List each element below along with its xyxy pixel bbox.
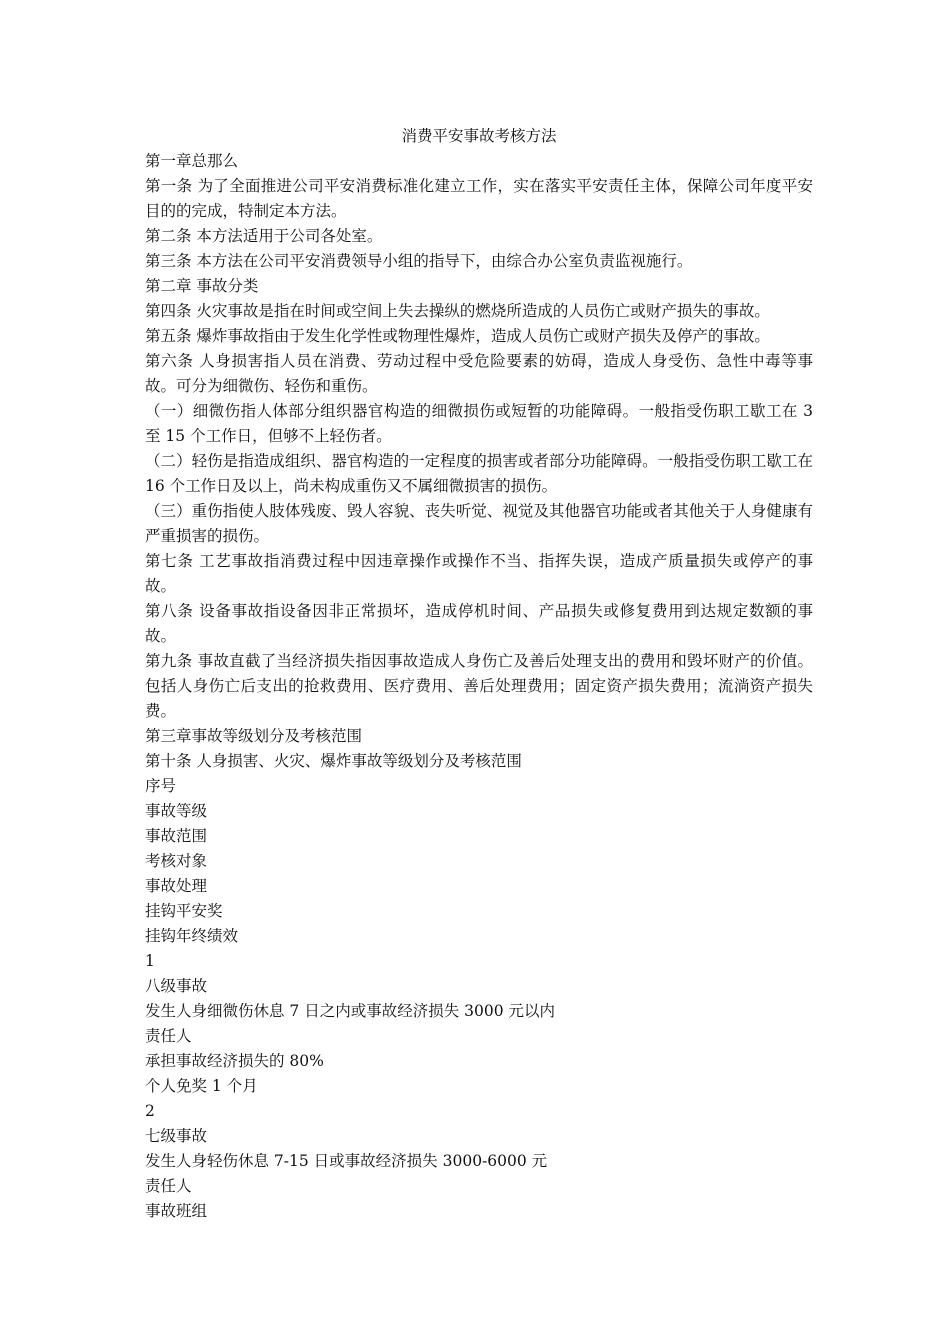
document-paragraph: 第三条 本方法在公司平安消费领导小组的指导下，由综合办公室负责监视施行。 <box>145 252 693 270</box>
document-paragraph: 第十条 人身损害、火灾、爆炸事故等级划分及考核范围 <box>145 752 522 770</box>
document-body <box>145 124 813 1224</box>
document-paragraph: 挂钩平安奖 <box>145 902 223 920</box>
document-paragraph: （一）细微伤指人体部分组织器官构造的细微损伤或短暂的功能障碍。一般指受伤职工歇工在 3 至 15 个工作日，但够不上轻伤者。 <box>145 402 813 445</box>
document-paragraph: 承担事故经济损失的 80% <box>145 1052 324 1070</box>
document-paragraph: 第二章 事故分类 <box>145 277 259 295</box>
document-paragraph: 考核对象 <box>145 852 208 870</box>
document-paragraph: 责任人 <box>145 1177 192 1195</box>
document-paragraph: 第二条 本方法适用于公司各处室。 <box>145 227 383 245</box>
document-paragraph: 第五条 爆炸事故指由于发生化学性或物理性爆炸，造成人员伤亡或财产损失及停产的事故。 <box>145 327 770 345</box>
document-paragraph: 发生人身细微伤休息 7 日之内或事故经济损失 3000 元以内 <box>145 1002 556 1020</box>
document-paragraph: 第八条 设备事故指设备因非正常损坏，造成停机时间、产品损失或修复费用到达规定数额的事故。 <box>145 602 813 645</box>
document-paragraph: 1 <box>145 952 155 970</box>
document-paragraph: 事故范围 <box>145 827 208 845</box>
document-paragraph: 挂钩年终绩效 <box>145 927 239 945</box>
document-paragraph: （二）轻伤是指造成组织、器官构造的一定程度的损害或者部分功能障碍。一般指受伤职工歇工在 16 个工作日及以上，尚未构成重伤又不属细微损害的损伤。 <box>145 452 813 495</box>
document-paragraph: 个人免奖 1 个月 <box>145 1077 258 1095</box>
document-paragraph: 第九条 事故直截了当经济损失指因事故造成人身伤亡及善后处理支出的费用和毁坏财产的价值。包括人身伤亡后支出的抢救费用、医疗费用、善后处理费用；固定资产损失费用；流淌资产损失费。 <box>145 652 813 720</box>
document-paragraph: 第四条 火灾事故是指在时间或空间上失去操纵的燃烧所造成的人员伤亡或财产损失的事故。 <box>145 302 770 320</box>
document-paragraph: 序号 <box>145 777 177 795</box>
document-paragraph: 事故等级 <box>145 802 208 820</box>
document-paragraph: 第一条 为了全面推进公司平安消费标准化建立工作，实在落实平安责任主体，保障公司年度平安目的的完成，特制定本方法。 <box>145 177 813 220</box>
document-paragraph: （三）重伤指使人肢体残废、毁人容貌、丧失听觉、视觉及其他器官功能或者其他关于人身健康有严重损害的损伤。 <box>145 502 813 545</box>
document-paragraph: 八级事故 <box>145 977 208 995</box>
document-paragraph: 第一章总那么 <box>145 152 239 170</box>
document-paragraph: 第三章事故等级划分及考核范围 <box>145 727 363 745</box>
document-paragraph: 第七条 工艺事故指消费过程中因违章操作或操作不当、指挥失误，造成产质量损失或停产的事故。 <box>145 552 813 595</box>
document-title: 消费平安事故考核方法 <box>401 127 557 145</box>
document-paragraph: 发生人身轻伤休息 7-15 日或事故经济损失 3000-6000 元 <box>145 1152 548 1170</box>
paragraph-list <box>145 149 813 1224</box>
document-paragraph: 2 <box>145 1102 155 1120</box>
document-paragraph: 七级事故 <box>145 1127 208 1145</box>
document-paragraph: 事故处理 <box>145 877 208 895</box>
document-paragraph: 责任人 <box>145 1027 192 1045</box>
document-paragraph: 事故班组 <box>145 1202 208 1220</box>
document-paragraph: 第六条 人身损害指人员在消费、劳动过程中受危险要素的妨碍，造成人身受伤、急性中毒等事故。可分为细微伤、轻伤和重伤。 <box>145 352 813 395</box>
